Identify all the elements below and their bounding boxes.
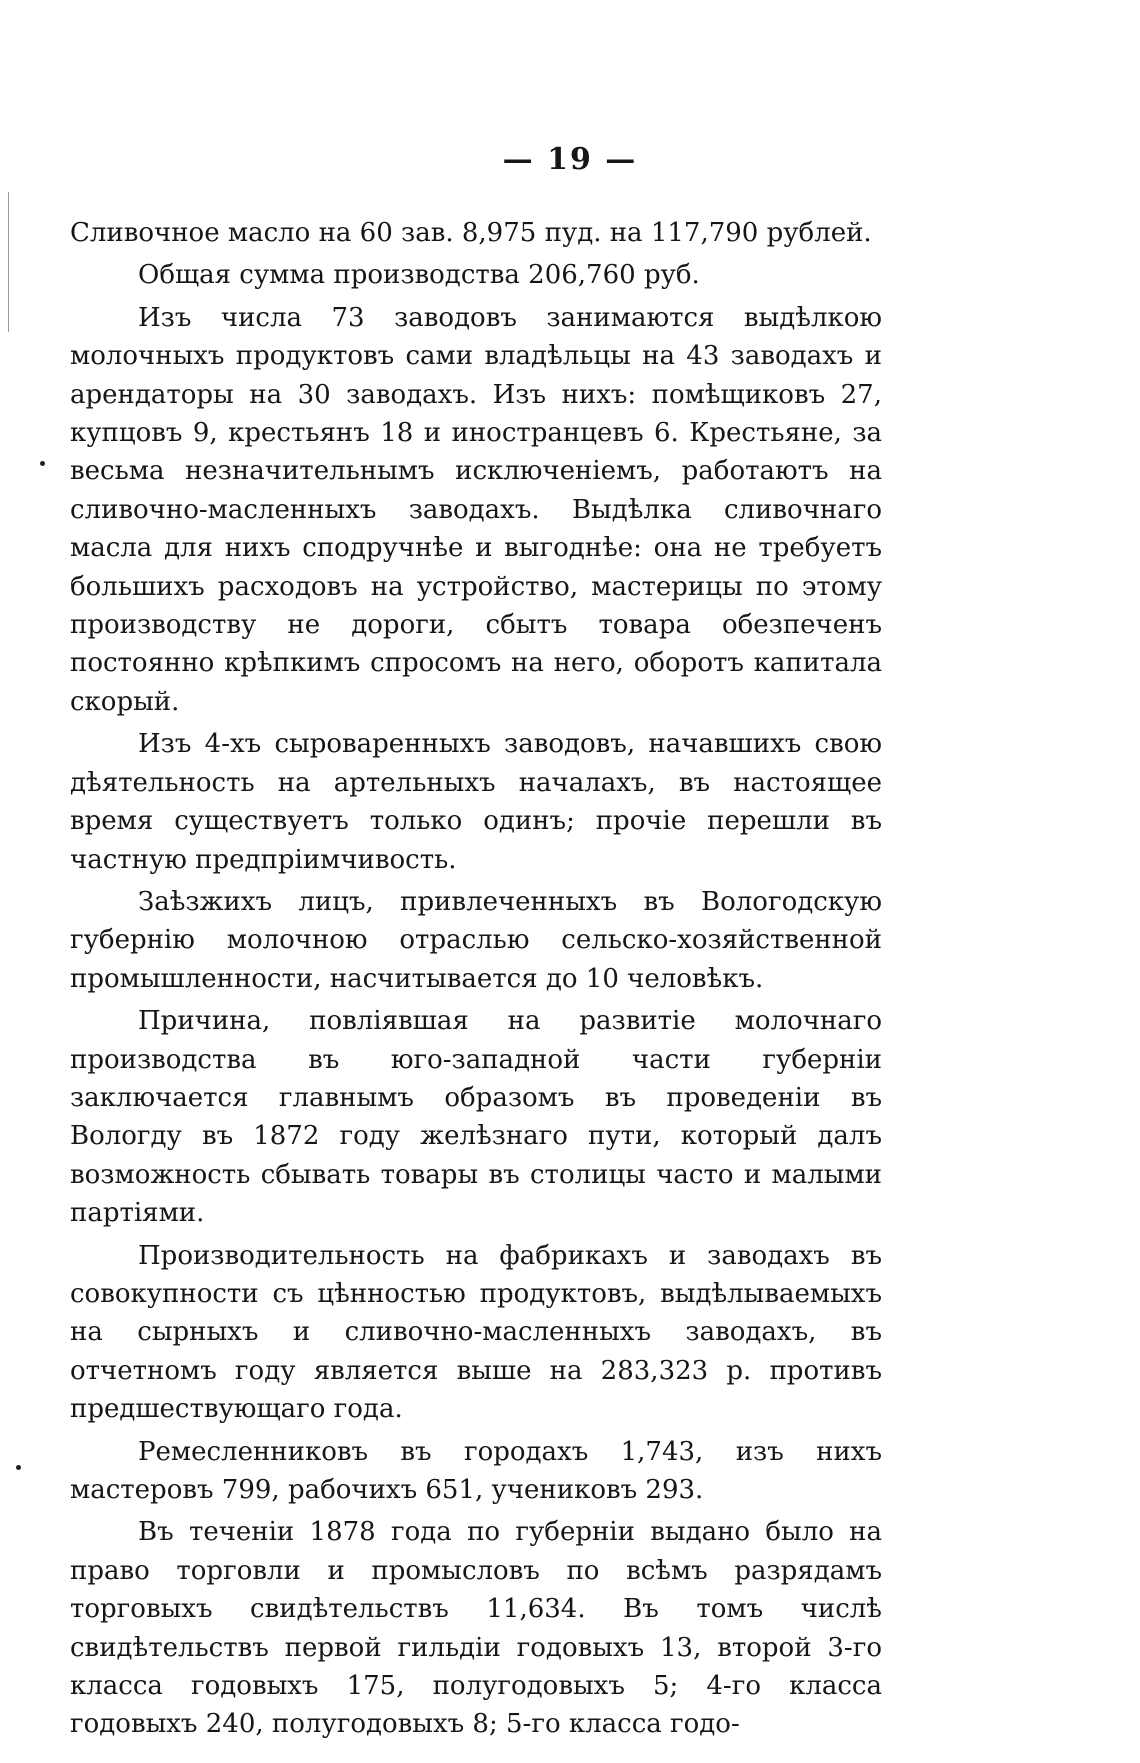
paragraph-cheese-factories: Изъ 4-хъ сыроваренныхъ заводовъ, начавшихъ свою дѣятельность на артельныхъ началахъ, въ настоящее время существуетъ только одинъ; прочіе перешли въ частную предпріимчивость. (70, 729, 882, 875)
paragraph-licenses: Въ теченіи 1878 года по губерніи выдано было на право торговли и промысловъ по всѣмъ разрядамъ торговыхъ свидѣтельствъ 11,634. Въ томъ числѣ свидѣтельствъ первой гильдіи годовыхъ 13, второй 3-го класса годовыхъ 175, полугодовыхъ 5; 4-го класса годовыхъ 240, полугодовыхъ 8; 5-го класса годо- (70, 1517, 882, 1740)
paragraph-butter: Сливочное масло на 60 зав. 8,975 пуд. на 117,790 рублей. (70, 218, 872, 248)
scan-speck (16, 1465, 21, 1470)
paragraph-cause: Причина, повліявшая на развитіе молочнаго производства въ юго-западной части губерніи заключается главнымъ образомъ въ проведеніи въ Вологду въ 1872 году желѣзнаго пути, который далъ возможность сбывать товары въ столицы часто и малыми партіями. (70, 1006, 882, 1229)
body-text (70, 214, 882, 1748)
paragraph-visitors: Заѣзжихъ лицъ, привлеченныхъ въ Вологодскую губернію молочною отраслью сельско-хозяйственной промышленности, насчитывается до 10 человѣкъ. (70, 886, 882, 994)
paragraph-craftsmen: Ремесленниковъ въ городахъ 1,743, изъ нихъ мастеровъ 799, рабочихъ 651, учениковъ 293. (70, 1436, 882, 1505)
paragraph-productivity: Производительность на фабрикахъ и заводахъ въ совокупности съ цѣнностью продуктовъ, выдѣлываемыхъ на сырныхъ и сливочно-масленныхъ заводахъ, въ отчетномъ году является выше на 283,323 р. противъ предшествующаго года. (70, 1240, 882, 1425)
scan-speck (40, 461, 45, 466)
paragraph-total: Общая сумма производства 206,760 руб. (138, 260, 700, 291)
scan-edge-line (8, 192, 9, 332)
page-number: — 19 — (502, 142, 638, 177)
paragraph-factories: Изъ числа 73 заводовъ занимаются выдѣлкою молочныхъ продуктовъ сами владѣльцы на 43 заводахъ и арендаторы на 30 заводахъ. Изъ нихъ: помѣщиковъ 27, купцовъ 9, крестьянъ 18 и иностранцевъ 6. Крестьяне, за весьма незначительнымъ исключеніемъ, работаютъ на сливочно-масленныхъ заводахъ. Выдѣлка сливочнаго масла для нихъ сподручнѣе и выгоднѣе: она не требуетъ большихъ расходовъ на устройство, мастерицы по этому производству не дороги, сбытъ товара обезпеченъ постоянно крѣпкимъ спросомъ на него, оборотъ капитала скорый. (70, 302, 882, 717)
